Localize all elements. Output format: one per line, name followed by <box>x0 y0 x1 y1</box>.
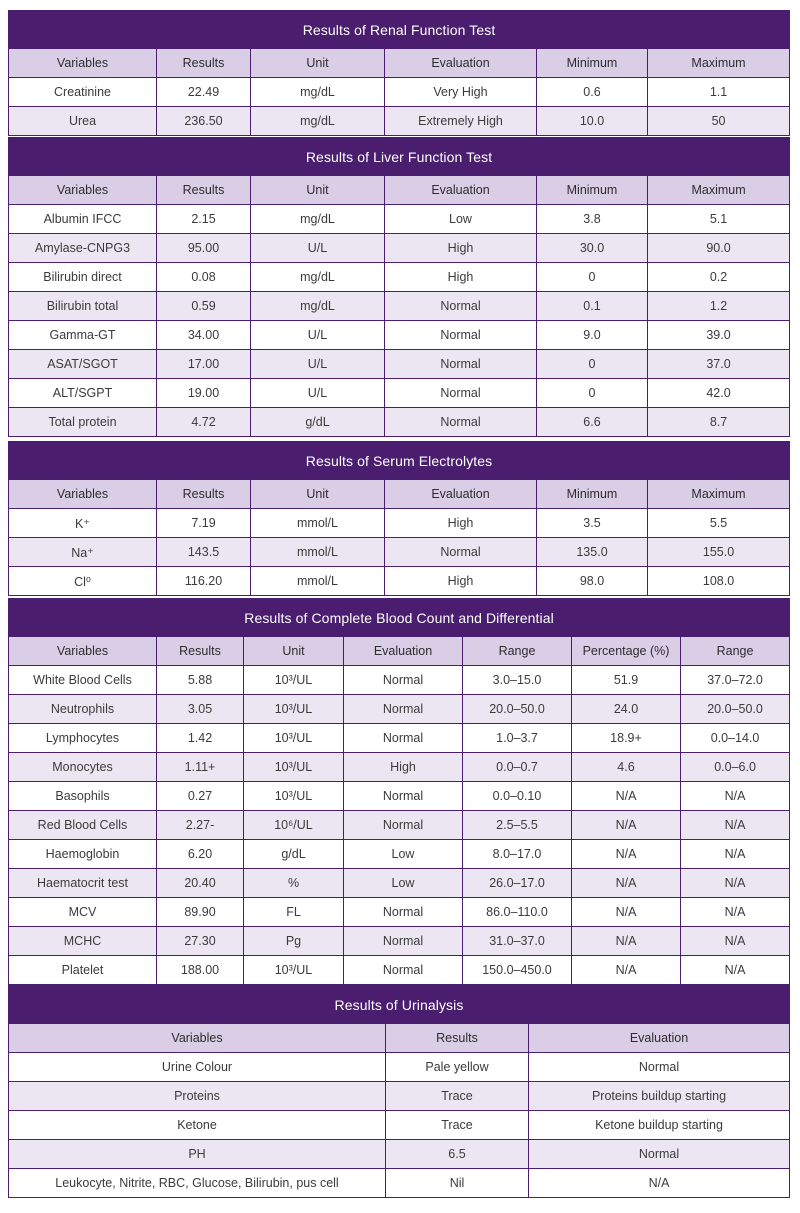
table-cell: High <box>385 509 537 538</box>
header-cell: Minimum <box>537 49 648 78</box>
table-cell: 10³/UL <box>244 782 344 811</box>
table-cell: 3.0–15.0 <box>463 666 572 695</box>
table-cell: High <box>385 234 537 263</box>
table-cell: g/dL <box>251 408 385 437</box>
table-cell: 0.27 <box>157 782 244 811</box>
table-cell: Red Blood Cells <box>9 811 157 840</box>
table-cell: Na⁺ <box>9 538 157 567</box>
table-cell: 37.0 <box>648 350 790 379</box>
table-cell: 2.15 <box>157 205 251 234</box>
table-cell: Haematocrit test <box>9 869 157 898</box>
table-header-row <box>9 1024 790 1053</box>
table-cell: Nil <box>386 1169 529 1198</box>
table-cell: mmol/L <box>251 538 385 567</box>
table-cell: 3.8 <box>537 205 648 234</box>
table-cell: 5.88 <box>157 666 244 695</box>
header-cell: Unit <box>244 637 344 666</box>
header-cell: Evaluation <box>385 480 537 509</box>
table-row <box>9 724 790 753</box>
header-cell: Results <box>157 637 244 666</box>
table-cell: 0 <box>537 350 648 379</box>
table-cell: 37.0–72.0 <box>681 666 790 695</box>
urinalysis-section <box>8 985 789 1198</box>
table-cell: Normal <box>344 811 463 840</box>
table-row <box>9 811 790 840</box>
table-cell: 188.00 <box>157 956 244 985</box>
table-cell: Proteins buildup starting <box>529 1082 790 1111</box>
table-cell: Leukocyte, Nitrite, RBC, Glucose, Bilirubin, pus cell <box>9 1169 386 1198</box>
table-cell: 143.5 <box>157 538 251 567</box>
table-cell: ASAT/SGOT <box>9 350 157 379</box>
table-row <box>9 379 790 408</box>
table-cell: Normal <box>344 695 463 724</box>
table-cell: Normal <box>344 956 463 985</box>
cbc-section <box>8 598 789 985</box>
table-row <box>9 107 790 136</box>
table-cell: 2.5–5.5 <box>463 811 572 840</box>
table-cell: 0.0–6.0 <box>681 753 790 782</box>
table-cell: 27.30 <box>157 927 244 956</box>
header-cell: Unit <box>251 49 385 78</box>
table-cell: High <box>385 263 537 292</box>
table-cell: Normal <box>344 724 463 753</box>
table-cell: N/A <box>572 811 681 840</box>
header-cell: Results <box>157 49 251 78</box>
table-cell: 1.1 <box>648 78 790 107</box>
header-cell: Evaluation <box>385 49 537 78</box>
table-cell: 10.0 <box>537 107 648 136</box>
electrolytes-table <box>8 441 790 596</box>
table-cell: N/A <box>572 840 681 869</box>
table-cell: Low <box>385 205 537 234</box>
table-cell: 0.0–0.10 <box>463 782 572 811</box>
table-cell: 26.0–17.0 <box>463 869 572 898</box>
table-cell: mg/dL <box>251 78 385 107</box>
table-row <box>9 869 790 898</box>
table-cell: High <box>385 567 537 596</box>
table-cell: PH <box>9 1140 386 1169</box>
table-cell: 24.0 <box>572 695 681 724</box>
table-cell: 20.0–50.0 <box>681 695 790 724</box>
table-header-row <box>9 480 790 509</box>
table-row <box>9 567 790 596</box>
table-row <box>9 509 790 538</box>
table-cell: N/A <box>681 869 790 898</box>
table-row <box>9 292 790 321</box>
table-row <box>9 1053 790 1082</box>
table-row <box>9 927 790 956</box>
table-cell: 10³/UL <box>244 956 344 985</box>
header-cell: Maximum <box>648 176 790 205</box>
urinalysis-table <box>8 985 790 1198</box>
header-cell: Results <box>386 1024 529 1053</box>
table-cell: 108.0 <box>648 567 790 596</box>
table-row <box>9 538 790 567</box>
table-row <box>9 263 790 292</box>
table-cell: 135.0 <box>537 538 648 567</box>
renal-function-section <box>8 10 789 136</box>
table-cell: Ketone <box>9 1111 386 1140</box>
table-cell: 3.5 <box>537 509 648 538</box>
table-cell: 9.0 <box>537 321 648 350</box>
table-cell: Amylase-CNPG3 <box>9 234 157 263</box>
table-cell: 2.27- <box>157 811 244 840</box>
table-cell: 0.59 <box>157 292 251 321</box>
table-cell: Creatinine <box>9 78 157 107</box>
table-cell: MCV <box>9 898 157 927</box>
table-cell: N/A <box>681 782 790 811</box>
table-cell: 18.9+ <box>572 724 681 753</box>
table-cell: g/dL <box>244 840 344 869</box>
table-cell: 19.00 <box>157 379 251 408</box>
table-cell: 20.40 <box>157 869 244 898</box>
table-cell: N/A <box>681 840 790 869</box>
table-row <box>9 408 790 437</box>
table-header-row <box>9 637 790 666</box>
table-cell: 0 <box>537 263 648 292</box>
table-row <box>9 205 790 234</box>
table-cell: 155.0 <box>648 538 790 567</box>
table-cell: 5.5 <box>648 509 790 538</box>
table-cell: Normal <box>385 379 537 408</box>
table-cell: Low <box>344 869 463 898</box>
table-row <box>9 1111 790 1140</box>
table-header-row <box>9 176 790 205</box>
table-cell: 34.00 <box>157 321 251 350</box>
renal-function-table <box>8 10 790 136</box>
table-cell: K⁺ <box>9 509 157 538</box>
table-row <box>9 78 790 107</box>
table-cell: Basophils <box>9 782 157 811</box>
table-cell: 5.1 <box>648 205 790 234</box>
header-cell: Minimum <box>537 480 648 509</box>
liver-function-section <box>8 137 789 437</box>
table-cell: 10⁶/UL <box>244 811 344 840</box>
table-cell: 6.6 <box>537 408 648 437</box>
table-cell: High <box>344 753 463 782</box>
table-cell: mmol/L <box>251 509 385 538</box>
header-cell: Unit <box>251 176 385 205</box>
table-cell: 10³/UL <box>244 724 344 753</box>
table-row <box>9 1082 790 1111</box>
table-cell: 89.90 <box>157 898 244 927</box>
table-cell: 1.2 <box>648 292 790 321</box>
table-cell: 31.0–37.0 <box>463 927 572 956</box>
table-cell: Bilirubin direct <box>9 263 157 292</box>
table-cell: Very High <box>385 78 537 107</box>
table-row <box>9 321 790 350</box>
table-cell: 86.0–110.0 <box>463 898 572 927</box>
table-cell: Extremely High <box>385 107 537 136</box>
table-cell: Trace <box>386 1082 529 1111</box>
table-cell: mg/dL <box>251 292 385 321</box>
table-cell: 3.05 <box>157 695 244 724</box>
table-cell: Ketone buildup starting <box>529 1111 790 1140</box>
table-cell: 50 <box>648 107 790 136</box>
urinalysis-title: Results of Urinalysis <box>9 986 790 1024</box>
table-cell: 1.42 <box>157 724 244 753</box>
header-cell: Evaluation <box>344 637 463 666</box>
table-cell: 1.11+ <box>157 753 244 782</box>
table-cell: 10³/UL <box>244 695 344 724</box>
table-cell: Lymphocytes <box>9 724 157 753</box>
table-cell: FL <box>244 898 344 927</box>
table-row <box>9 898 790 927</box>
table-cell: N/A <box>572 869 681 898</box>
table-cell: Normal <box>385 292 537 321</box>
header-cell: Range <box>463 637 572 666</box>
table-cell: N/A <box>572 782 681 811</box>
table-cell: 8.7 <box>648 408 790 437</box>
table-cell: 236.50 <box>157 107 251 136</box>
table-cell: Normal <box>529 1053 790 1082</box>
table-cell: 0.2 <box>648 263 790 292</box>
table-cell: N/A <box>681 898 790 927</box>
header-cell: Variables <box>9 1024 386 1053</box>
header-cell: Results <box>157 176 251 205</box>
table-cell: Proteins <box>9 1082 386 1111</box>
table-cell: U/L <box>251 350 385 379</box>
table-row <box>9 840 790 869</box>
table-cell: Neutrophils <box>9 695 157 724</box>
table-cell: U/L <box>251 321 385 350</box>
table-cell: Haemoglobin <box>9 840 157 869</box>
table-cell: 30.0 <box>537 234 648 263</box>
table-cell: mg/dL <box>251 205 385 234</box>
table-cell: Normal <box>385 350 537 379</box>
header-cell: Minimum <box>537 176 648 205</box>
table-cell: Normal <box>529 1140 790 1169</box>
header-cell: Variables <box>9 637 157 666</box>
table-cell: U/L <box>251 234 385 263</box>
header-cell: Evaluation <box>529 1024 790 1053</box>
table-cell: Monocytes <box>9 753 157 782</box>
table-cell: Normal <box>344 666 463 695</box>
table-row <box>9 956 790 985</box>
table-cell: Low <box>344 840 463 869</box>
table-cell: Normal <box>344 898 463 927</box>
table-cell: 98.0 <box>537 567 648 596</box>
table-cell: 4.72 <box>157 408 251 437</box>
header-cell: Maximum <box>648 49 790 78</box>
table-cell: N/A <box>529 1169 790 1198</box>
table-cell: 116.20 <box>157 567 251 596</box>
table-cell: 0 <box>537 379 648 408</box>
header-cell: Percentage (%) <box>572 637 681 666</box>
table-cell: 150.0–450.0 <box>463 956 572 985</box>
table-cell: N/A <box>681 927 790 956</box>
table-cell: N/A <box>572 898 681 927</box>
liver-function-table <box>8 137 790 437</box>
table-row <box>9 782 790 811</box>
table-cell: 39.0 <box>648 321 790 350</box>
table-header-row <box>9 49 790 78</box>
table-cell: Normal <box>344 927 463 956</box>
table-cell: 8.0–17.0 <box>463 840 572 869</box>
table-cell: mg/dL <box>251 107 385 136</box>
table-cell: Pg <box>244 927 344 956</box>
table-row <box>9 695 790 724</box>
table-cell: 0.0–14.0 <box>681 724 790 753</box>
table-cell: mg/dL <box>251 263 385 292</box>
table-cell: 10³/UL <box>244 753 344 782</box>
table-cell: Normal <box>385 408 537 437</box>
table-cell: Cl⁰ <box>9 567 157 596</box>
table-cell: Total protein <box>9 408 157 437</box>
cbc-title: Results of Complete Blood Count and Differential <box>9 599 790 637</box>
table-cell: N/A <box>681 811 790 840</box>
header-cell: Variables <box>9 480 157 509</box>
cbc-table <box>8 598 790 985</box>
table-cell: mmol/L <box>251 567 385 596</box>
table-cell: U/L <box>251 379 385 408</box>
table-cell: Bilirubin total <box>9 292 157 321</box>
table-cell: Normal <box>385 538 537 567</box>
table-cell: 7.19 <box>157 509 251 538</box>
table-row <box>9 1169 790 1198</box>
table-cell: Pale yellow <box>386 1053 529 1082</box>
table-cell: Urine Colour <box>9 1053 386 1082</box>
table-cell: 6.5 <box>386 1140 529 1169</box>
table-cell: N/A <box>681 956 790 985</box>
table-row <box>9 234 790 263</box>
table-row <box>9 350 790 379</box>
table-cell: 10³/UL <box>244 666 344 695</box>
table-cell: MCHC <box>9 927 157 956</box>
liver-function-title: Results of Liver Function Test <box>9 138 790 176</box>
header-cell: Evaluation <box>385 176 537 205</box>
table-cell: Trace <box>386 1111 529 1140</box>
table-cell: Gamma-GT <box>9 321 157 350</box>
table-cell: 95.00 <box>157 234 251 263</box>
table-row <box>9 666 790 695</box>
header-cell: Unit <box>251 480 385 509</box>
table-cell: 0.1 <box>537 292 648 321</box>
table-cell: 20.0–50.0 <box>463 695 572 724</box>
header-cell: Results <box>157 480 251 509</box>
table-cell: Normal <box>344 782 463 811</box>
table-cell: 42.0 <box>648 379 790 408</box>
table-cell: ALT/SGPT <box>9 379 157 408</box>
table-cell: 22.49 <box>157 78 251 107</box>
header-cell: Variables <box>9 176 157 205</box>
table-row <box>9 753 790 782</box>
table-cell: N/A <box>572 927 681 956</box>
electrolytes-title: Results of Serum Electrolytes <box>9 442 790 480</box>
header-cell: Range <box>681 637 790 666</box>
table-cell: 17.00 <box>157 350 251 379</box>
table-cell: % <box>244 869 344 898</box>
table-cell: 0.6 <box>537 78 648 107</box>
table-cell: Albumin IFCC <box>9 205 157 234</box>
table-cell: 51.9 <box>572 666 681 695</box>
table-cell: 90.0 <box>648 234 790 263</box>
table-cell: Normal <box>385 321 537 350</box>
table-cell: N/A <box>572 956 681 985</box>
header-cell: Variables <box>9 49 157 78</box>
table-cell: 6.20 <box>157 840 244 869</box>
table-cell: 0.0–0.7 <box>463 753 572 782</box>
table-cell: Platelet <box>9 956 157 985</box>
table-cell: White Blood Cells <box>9 666 157 695</box>
table-row <box>9 1140 790 1169</box>
electrolytes-section <box>8 441 789 596</box>
table-cell: 1.0–3.7 <box>463 724 572 753</box>
renal-function-title: Results of Renal Function Test <box>9 11 790 49</box>
header-cell: Maximum <box>648 480 790 509</box>
table-cell: 0.08 <box>157 263 251 292</box>
table-cell: Urea <box>9 107 157 136</box>
table-cell: 4.6 <box>572 753 681 782</box>
